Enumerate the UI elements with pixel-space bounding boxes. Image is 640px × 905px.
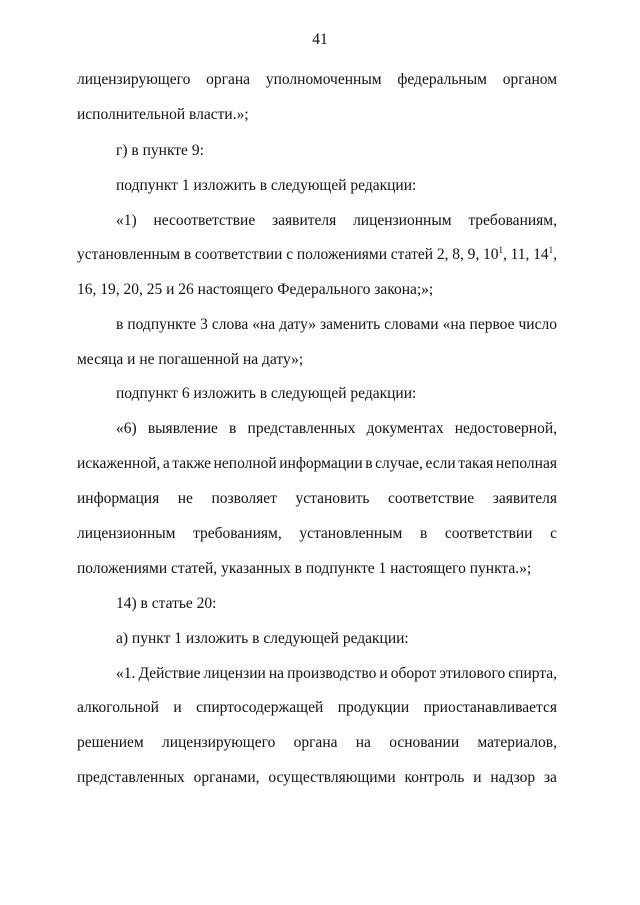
text-line: 16, 19, 20, 25 и 26 настоящего Федерального закона;»;	[77, 281, 434, 298]
text-line: лицензирующего органа уполномоченным федеральным органом	[77, 71, 557, 88]
text-line: «1. Действие лицензии на производство и оборот этилового спирта,	[116, 665, 557, 682]
text-line: искаженной, а также неполной информации в случае, если такая неполная	[77, 455, 557, 472]
text-line: решением лицензирующего органа на основании материалов,	[77, 734, 557, 751]
text-line: подпункт 6 изложить в следующей редакции:	[116, 385, 417, 402]
text-line: положениями статей, указанных в подпункте 1 настоящего пункта.»;	[77, 560, 532, 577]
text-line: информация не позволяет установить соответствие заявителя	[77, 490, 557, 507]
text-line: месяца и не погашенной на дату»;	[77, 351, 304, 368]
text-line: 14) в статье 20:	[116, 595, 217, 612]
text-line: «1) несоответствие заявителя лицензионным требованиям,	[116, 212, 557, 229]
text-line: «6) выявление в представленных документах недостоверной,	[116, 420, 557, 437]
text-line: установленным в соответствии с положениями статей 2, 8, 9, $10^1$, 11, $14^1$,	[77, 245, 557, 263]
text-line: а) пункт 1 изложить в следующей редакции:	[116, 630, 409, 647]
text-line: алкогольной и спиртосодержащей продукции приостанавливается	[77, 699, 557, 716]
text-line: подпункт 1 изложить в следующей редакции:	[116, 177, 417, 194]
page-number: 41	[312, 31, 328, 48]
text-line: представленных органами, осуществляющими контроль и надзор за	[77, 769, 557, 786]
text-line: в подпункте 3 слова «на дату» заменить словами «на первое число	[116, 316, 557, 333]
text-line: лицензионным требованиям, установленным в соответствии с	[77, 525, 557, 542]
text-line: исполнительной власти.»;	[77, 106, 249, 123]
text-line: г) в пункте 9:	[116, 142, 204, 159]
